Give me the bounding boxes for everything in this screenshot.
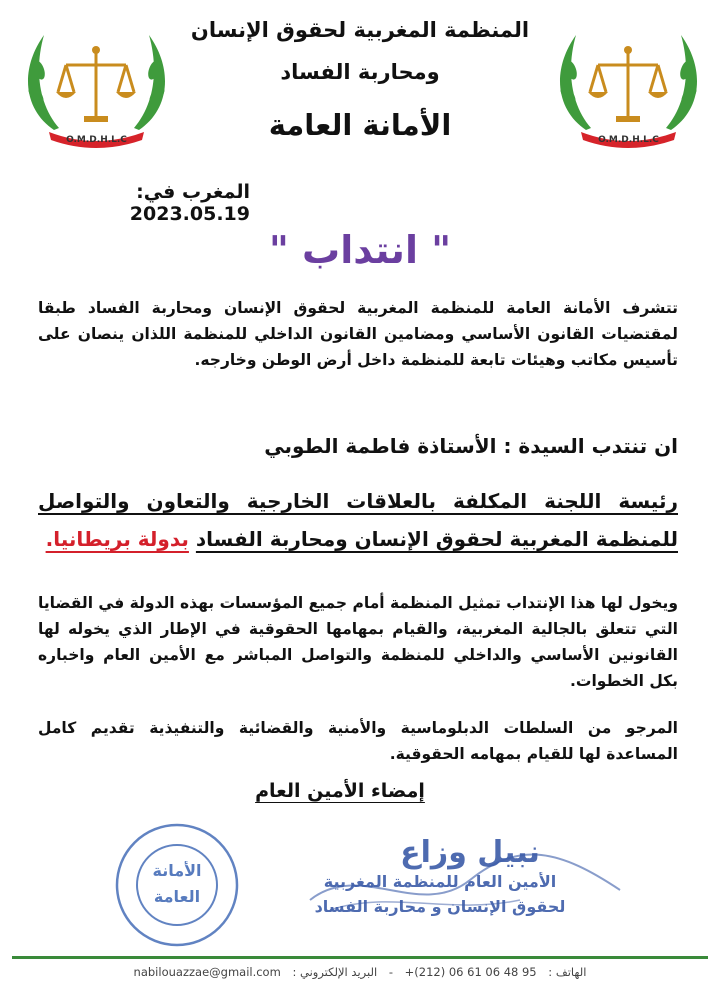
document-date [20,181,250,225]
paragraph-mandate: ويخول لها هذا الإنتداب تمثيل المنظمة أمام جميع المؤسسات بهذه الدولة في القضايا التي تتعلق بالجالية المغربية، والقيام بمهامها الحقوقية في الإطار الذي يخوله لها القانونين الأساسي والداخلي للمنظمة والتواصل المباشر مع الأمين العام واخباره بكل الخطوات. [38,594,678,690]
paragraph-preamble: تتشرف الأمانة العامة للمنظمة المغربية لحقوق الإنسان ومحاربة الفساد طبقا لمقتضيات القانون الأساسي ومضامين القانون الداخلي للمنظمة اللذان ينصان على تأسيس مكاتب وهيئات تابعة للمنظمة داخل أرض الوطن وخارجه. [38,299,678,369]
email-label: البريد الإلكتروني : [292,965,378,979]
phone-label: الهاتف : [548,965,587,979]
delegation-role [38,482,678,558]
document-title: " انتداب " [268,228,452,272]
date-label: المغرب في: [136,181,250,203]
organization-name: المنظمة المغربية لحقوق الإنسان [190,18,530,42]
role-description: رئيسة اللجنة المكلفة بالعلاقات الخارجية والتعاون والتواصل للمنظمة المغربية لحقوق الإنسان ومحاربة الفساد [38,489,678,551]
stamp-center-text [112,858,242,910]
logo-acronym: O.M.D.H.L.C [598,135,659,145]
organization-name-continued: ومحاربة الفساد [280,60,440,84]
paragraph-request: المرجو من السلطات الدبلوماسية والأمنية والقضائية والتنفيذية تقديم كامل المساعدة لها للقيام بمهامه الحقوقية. [38,719,678,763]
email-link[interactable]: nabilouazzae@gmail.com [133,965,281,979]
organization-logo-left [14,10,179,160]
signatory-name: نبيل وزاع [400,835,540,870]
organization-logo-right [546,10,711,160]
date-value: 2023.05.19 [129,203,250,225]
delegation-statement: ان تنتدب السيدة : الأستاذة فاطمة الطوبي [264,434,678,458]
signatory-title: لحقوق الإنسان و محاربة الفساد [314,897,566,916]
footer-divider [12,956,708,959]
logo-acronym: O.M.D.H.L.C [66,135,127,145]
signatory-title: الأمين العام للمنظمة المغربية [323,872,557,891]
stamp-line: الأمانة [152,861,202,880]
phone-number: +(212) 06 61 06 48 95 [404,965,537,979]
stamp-line: العامة [153,887,201,906]
secretariat-heading: الأمانة العامة [268,108,452,142]
separator: - [388,965,393,979]
signature-label: إمضاء الأمين العام [255,780,425,802]
role-country: بدولة بريطانيا. [45,527,189,551]
contact-footer [12,965,708,979]
